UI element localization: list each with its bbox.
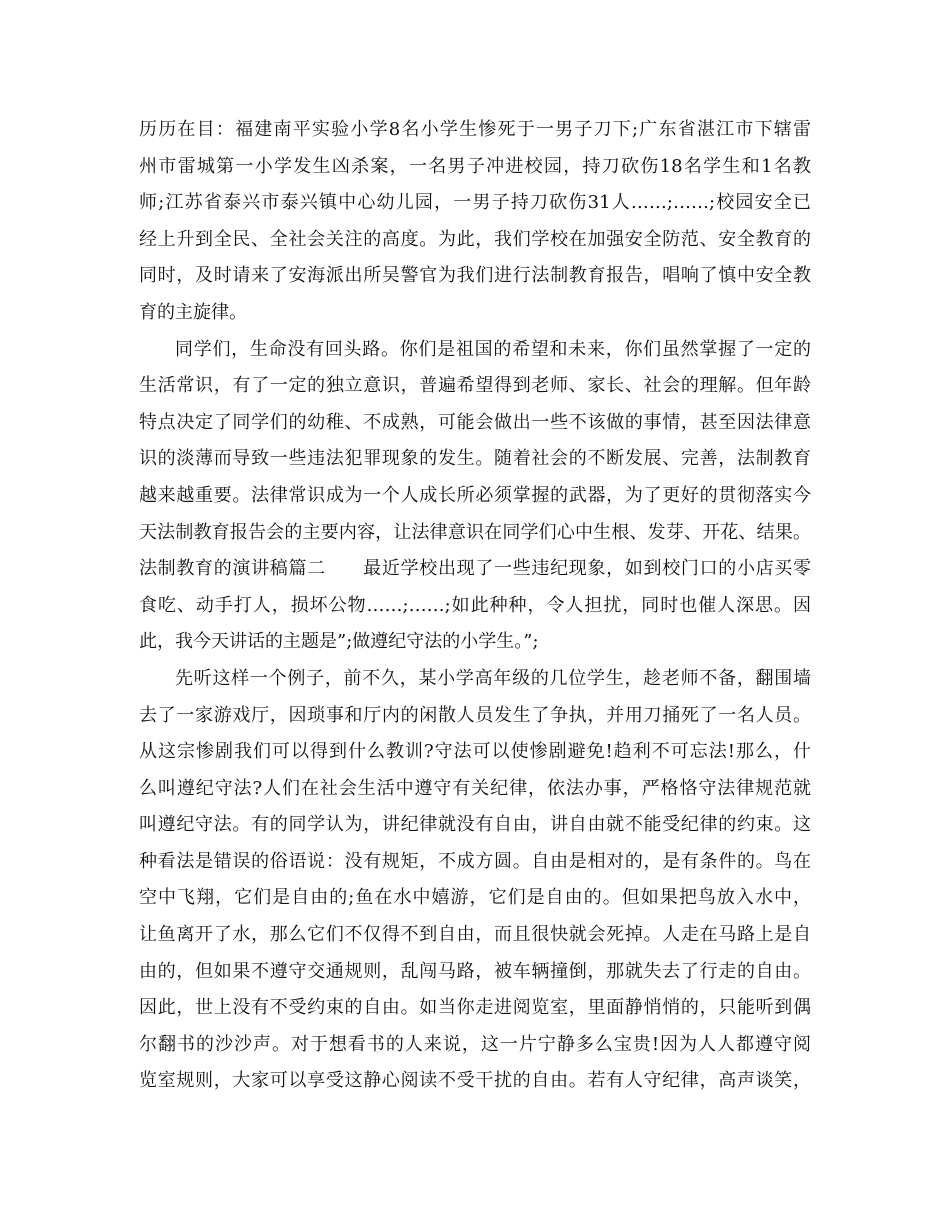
text-line: 识的淡薄而导致一些违法犯罪现象的发生。随着社会的不断发展、完善，法制教育	[139, 448, 811, 470]
text-line: 此，我今天讲话的主题是”;做遵纪守法的小学生。”;	[139, 631, 539, 653]
text-line: 先听这样一个例子，前不久，某小学高年级的几位学生，趁老师不备，翻围墙	[175, 667, 811, 689]
text-line: 法制教育的演讲稿篇二 最近学校出现了一些违纪现象，如到校门口的小店买零	[139, 558, 811, 580]
text-line: 去了一家游戏厅，因琐事和厅内的闲散人员发生了争执，并用刀捅死了一名人员。	[139, 704, 811, 726]
text-line: 州市雷城第一小学发生凶杀案，一名男子冲进校园，持刀砍伤18名学生和1名教	[139, 155, 811, 177]
text-line: 历历在目：福建南平实验小学8名小学生惨死于一男子刀下;广东省湛江市下辖雷	[139, 119, 811, 140]
text-line: 经上升到全民、全社会关注的高度。为此，我们学校在加强安全防范、安全教育的	[139, 228, 811, 250]
text-line: 食吃、动手打人，损坏公物……;……;如此种种，令人担扰，同时也催人深思。因	[139, 594, 811, 616]
text-line: 同学们，生命没有回头路。你们是祖国的希望和未来，你们虽然掌握了一定的	[175, 338, 811, 360]
text-line: 从这宗惨剧我们可以得到什么教训?守法可以使惨剧避免!趋利不可忘法!那么，什	[139, 741, 811, 763]
text-line: 让鱼离开了水，那么它们不仅得不到自由，而且很快就会死掉。人走在马路上是自	[139, 924, 811, 946]
text-line: 特点决定了同学们的幼稚、不成熟，可能会做出一些不该做的事情，甚至因法律意	[139, 411, 811, 433]
text-line: 育的主旋律。	[139, 301, 247, 323]
text-line: 由的，但如果不遵守交通规则，乱闯马路，被车辆撞倒，那就失去了行走的自由。	[139, 960, 811, 982]
text-line: 空中飞翔，它们是自由的;鱼在水中嬉游，它们是自由的。但如果把鸟放入水中，	[139, 887, 811, 909]
text-line: 天法制教育报告会的主要内容，让法律意识在同学们心中生根、发芽、开花、结果。	[139, 521, 811, 543]
text-line: 同时，及时请来了安海派出所吴警官为我们进行法制教育报告，唱响了慎中安全教	[139, 265, 811, 287]
document-body	[139, 112, 811, 1100]
text-line: 生活常识，有了一定的独立意识，普遍希望得到老师、家长、社会的理解。但年龄	[139, 375, 811, 397]
text-line: 尔翻书的沙沙声。对于想看书的人来说，这一片宁静多么宝贵!因为人人都遵守阅	[139, 1033, 811, 1055]
text-line: 师;江苏省泰兴市泰兴镇中心幼儿园，一男子持刀砍伤31人……;……;校园安全已	[139, 192, 811, 214]
text-line: 因此，世上没有不受约束的自由。如当你走进阅览室，里面静悄悄的，只能听到偶	[139, 997, 811, 1019]
text-line: 叫遵纪守法。有的同学认为，讲纪律就没有自由，讲自由就不能受纪律的约束。这	[139, 814, 811, 836]
text-line: 种看法是错误的俗语说：没有规矩，不成方圆。自由是相对的，是有条件的。鸟在	[139, 850, 811, 872]
text-line: 么叫遵纪守法?人们在社会生活中遵守有关纪律，依法办事，严格恪守法律规范就	[139, 777, 811, 799]
text-line: 越来越重要。法律常识成为一个人成长所必须掌握的武器，为了更好的贯彻落实今	[139, 484, 811, 506]
text-line: 览室规则，大家可以享受这静心阅读不受干扰的自由。若有人守纪律，高声谈笑，	[139, 1070, 811, 1092]
